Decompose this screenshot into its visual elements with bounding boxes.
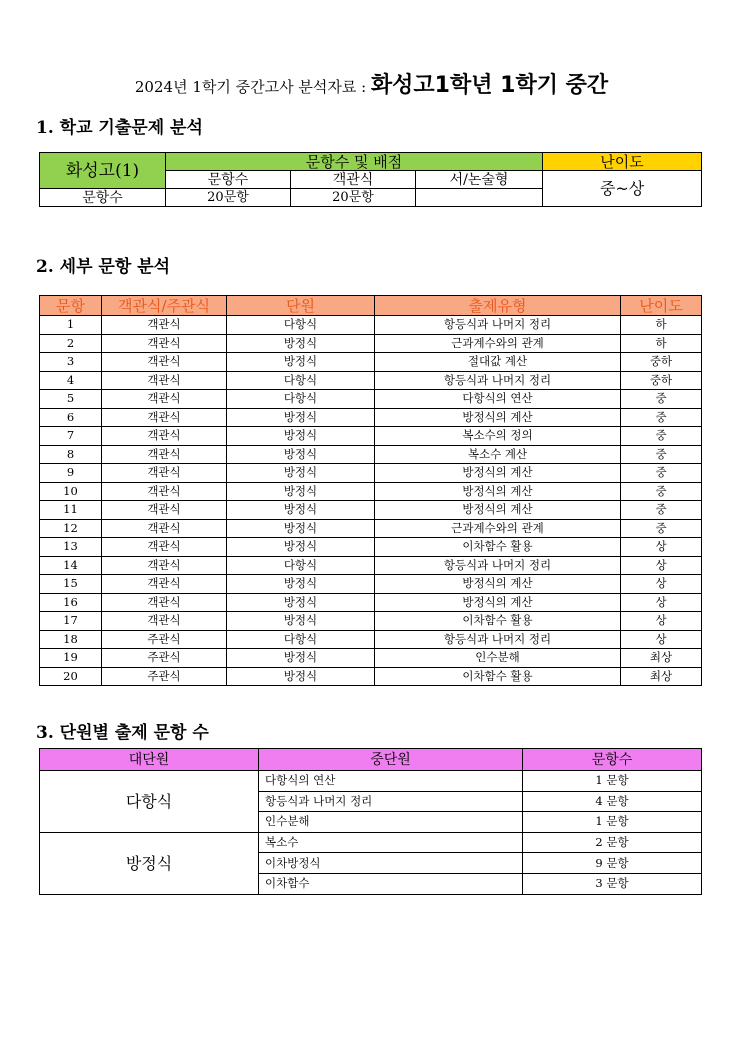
unit-table — [39, 748, 702, 895]
detail-header-cell: 문항 — [40, 296, 102, 316]
question-type-cell: 객관식 — [102, 556, 227, 575]
question-type-cell: 객관식 — [102, 408, 227, 427]
section-3-heading: 3. 단원별 출제 문항 수 — [36, 723, 209, 743]
difficulty-value: 중~상 — [543, 171, 702, 207]
question-type-cell: 주관식 — [102, 649, 227, 668]
detail-table — [39, 295, 702, 686]
question-number-cell: 1 — [40, 316, 102, 335]
objective-header: 객관식 — [291, 171, 416, 189]
table-row — [40, 445, 702, 464]
question-number-cell: 14 — [40, 556, 102, 575]
difficulty-cell: 중 — [621, 427, 702, 446]
difficulty-cell: 상 — [621, 630, 702, 649]
question-number-cell: 19 — [40, 649, 102, 668]
difficulty-cell: 상 — [621, 556, 702, 575]
table-row — [40, 538, 702, 557]
question-number-cell: 12 — [40, 519, 102, 538]
question-type-cell: 객관식 — [102, 353, 227, 372]
table-row — [40, 334, 702, 353]
problem-type-cell: 다항식의 연산 — [375, 390, 621, 409]
row-label: 문항수 — [40, 189, 166, 207]
detail-header-cell: 출제유형 — [375, 296, 621, 316]
question-number-cell: 2 — [40, 334, 102, 353]
minor-unit-cell: 항등식과 나머지 정리 — [259, 791, 523, 812]
table-row — [40, 316, 702, 335]
problem-type-cell: 복소수의 정의 — [375, 427, 621, 446]
unit-cell: 방정식 — [227, 408, 375, 427]
difficulty-cell: 상 — [621, 612, 702, 631]
problem-type-cell: 항등식과 나머지 정리 — [375, 630, 621, 649]
problem-type-cell: 방정식의 계산 — [375, 464, 621, 483]
problem-type-cell: 방정식의 계산 — [375, 408, 621, 427]
table-row — [40, 612, 702, 631]
difficulty-cell: 중 — [621, 445, 702, 464]
difficulty-cell: 중 — [621, 390, 702, 409]
table-row — [40, 408, 702, 427]
school-cell: 화성고(1) — [40, 153, 166, 189]
unit-header-row — [40, 749, 702, 771]
question-number-cell: 4 — [40, 371, 102, 390]
problem-type-cell: 방정식의 계산 — [375, 482, 621, 501]
detail-header-row — [40, 296, 702, 316]
section-1-heading: 1. 학교 기출문제 분석 — [36, 118, 203, 138]
unit-cell: 방정식 — [227, 445, 375, 464]
question-number-cell: 9 — [40, 464, 102, 483]
score-group-header: 문항수 및 배점 — [166, 153, 543, 171]
unit-cell: 방정식 — [227, 538, 375, 557]
difficulty-cell: 하 — [621, 316, 702, 335]
question-type-cell: 객관식 — [102, 371, 227, 390]
title-main: 화성고1학년 1학기 중간 — [370, 73, 609, 98]
unit-cell: 다항식 — [227, 371, 375, 390]
problem-type-cell: 인수분해 — [375, 649, 621, 668]
unit-cell: 방정식 — [227, 464, 375, 483]
question-type-cell: 주관식 — [102, 667, 227, 686]
problem-type-cell: 이차함수 활용 — [375, 667, 621, 686]
question-number-cell: 5 — [40, 390, 102, 409]
difficulty-cell: 중하 — [621, 353, 702, 372]
question-number-cell: 8 — [40, 445, 102, 464]
question-type-cell: 객관식 — [102, 334, 227, 353]
question-number-cell: 11 — [40, 501, 102, 520]
unit-cell: 다항식 — [227, 390, 375, 409]
table-row — [40, 771, 702, 792]
table-row — [40, 482, 702, 501]
unit-header-cell: 대단원 — [40, 749, 259, 771]
unit-cell: 방정식 — [227, 575, 375, 594]
difficulty-cell: 중 — [621, 482, 702, 501]
difficulty-cell: 상 — [621, 575, 702, 594]
table-row — [40, 649, 702, 668]
problem-type-cell: 항등식과 나머지 정리 — [375, 556, 621, 575]
unit-count-cell: 4 문항 — [523, 791, 702, 812]
problem-type-cell: 방정식의 계산 — [375, 575, 621, 594]
table-row — [40, 630, 702, 649]
question-number-cell: 20 — [40, 667, 102, 686]
major-unit-cell: 다항식 — [40, 771, 259, 833]
question-type-cell: 객관식 — [102, 390, 227, 409]
detail-header-cell: 객관식/주관식 — [102, 296, 227, 316]
question-type-cell: 객관식 — [102, 482, 227, 501]
unit-header-cell: 문항수 — [523, 749, 702, 771]
question-type-cell: 객관식 — [102, 575, 227, 594]
count-header: 문항수 — [166, 171, 291, 189]
unit-cell: 방정식 — [227, 501, 375, 520]
unit-count-cell: 1 문항 — [523, 771, 702, 792]
question-type-cell: 객관식 — [102, 464, 227, 483]
question-number-cell: 13 — [40, 538, 102, 557]
summary-table — [39, 152, 702, 207]
question-type-cell: 객관식 — [102, 612, 227, 631]
problem-type-cell: 항등식과 나머지 정리 — [375, 371, 621, 390]
unit-cell: 방정식 — [227, 649, 375, 668]
unit-cell: 다항식 — [227, 556, 375, 575]
question-type-cell: 객관식 — [102, 538, 227, 557]
unit-cell: 방정식 — [227, 519, 375, 538]
question-type-cell: 객관식 — [102, 593, 227, 612]
question-number-cell: 6 — [40, 408, 102, 427]
problem-type-cell: 이차함수 활용 — [375, 612, 621, 631]
question-type-cell: 객관식 — [102, 501, 227, 520]
question-number-cell: 16 — [40, 593, 102, 612]
minor-unit-cell: 복소수 — [259, 832, 523, 853]
table-row — [40, 556, 702, 575]
question-type-cell: 객관식 — [102, 519, 227, 538]
count-value: 20문항 — [166, 189, 291, 207]
unit-cell: 방정식 — [227, 353, 375, 372]
unit-cell: 방정식 — [227, 593, 375, 612]
minor-unit-cell: 인수분해 — [259, 812, 523, 833]
question-number-cell: 7 — [40, 427, 102, 446]
problem-type-cell: 항등식과 나머지 정리 — [375, 316, 621, 335]
question-number-cell: 17 — [40, 612, 102, 631]
unit-cell: 방정식 — [227, 612, 375, 631]
table-row — [40, 371, 702, 390]
problem-type-cell: 이차함수 활용 — [375, 538, 621, 557]
table-row — [40, 501, 702, 520]
question-type-cell: 객관식 — [102, 427, 227, 446]
question-number-cell: 15 — [40, 575, 102, 594]
question-number-cell: 18 — [40, 630, 102, 649]
difficulty-cell: 중 — [621, 408, 702, 427]
table-row — [40, 593, 702, 612]
difficulty-cell: 중 — [621, 501, 702, 520]
difficulty-cell: 중하 — [621, 371, 702, 390]
detail-header-cell: 난이도 — [621, 296, 702, 316]
minor-unit-cell: 이차방정식 — [259, 853, 523, 874]
difficulty-cell: 최상 — [621, 667, 702, 686]
table-row — [40, 575, 702, 594]
objective-value: 20문항 — [291, 189, 416, 207]
unit-cell: 방정식 — [227, 427, 375, 446]
title-prefix: 2024년 1학기 중간고사 분석자료 : — [134, 78, 371, 96]
detail-header-cell: 단원 — [227, 296, 375, 316]
essay-header: 서/논술형 — [416, 171, 543, 189]
problem-type-cell: 근과계수와의 관계 — [375, 334, 621, 353]
unit-count-cell: 1 문항 — [523, 812, 702, 833]
problem-type-cell: 방정식의 계산 — [375, 501, 621, 520]
problem-type-cell: 복소수 계산 — [375, 445, 621, 464]
table-row — [40, 390, 702, 409]
minor-unit-cell: 이차함수 — [259, 873, 523, 894]
unit-header-cell: 중단원 — [259, 749, 523, 771]
table-row — [40, 832, 702, 853]
difficulty-cell: 중 — [621, 519, 702, 538]
question-type-cell: 객관식 — [102, 445, 227, 464]
difficulty-cell: 상 — [621, 593, 702, 612]
document-title — [0, 68, 743, 99]
question-number-cell: 10 — [40, 482, 102, 501]
difficulty-cell: 최상 — [621, 649, 702, 668]
major-unit-cell: 방정식 — [40, 832, 259, 894]
unit-count-cell: 2 문항 — [523, 832, 702, 853]
table-row — [40, 667, 702, 686]
table-row — [40, 464, 702, 483]
table-row — [40, 519, 702, 538]
question-number-cell: 3 — [40, 353, 102, 372]
minor-unit-cell: 다항식의 연산 — [259, 771, 523, 792]
unit-cell: 방정식 — [227, 667, 375, 686]
problem-type-cell: 근과계수와의 관계 — [375, 519, 621, 538]
essay-value — [416, 189, 543, 207]
table-row — [40, 427, 702, 446]
problem-type-cell: 방정식의 계산 — [375, 593, 621, 612]
unit-count-cell: 3 문항 — [523, 873, 702, 894]
unit-cell: 다항식 — [227, 630, 375, 649]
question-type-cell: 주관식 — [102, 630, 227, 649]
unit-count-cell: 9 문항 — [523, 853, 702, 874]
problem-type-cell: 절대값 계산 — [375, 353, 621, 372]
difficulty-cell: 하 — [621, 334, 702, 353]
table-row — [40, 353, 702, 372]
difficulty-cell: 상 — [621, 538, 702, 557]
difficulty-cell: 중 — [621, 464, 702, 483]
section-2-heading: 2. 세부 문항 분석 — [36, 257, 171, 277]
question-type-cell: 객관식 — [102, 316, 227, 335]
difficulty-header: 난이도 — [543, 153, 702, 171]
unit-cell: 방정식 — [227, 334, 375, 353]
unit-cell: 방정식 — [227, 482, 375, 501]
unit-cell: 다항식 — [227, 316, 375, 335]
